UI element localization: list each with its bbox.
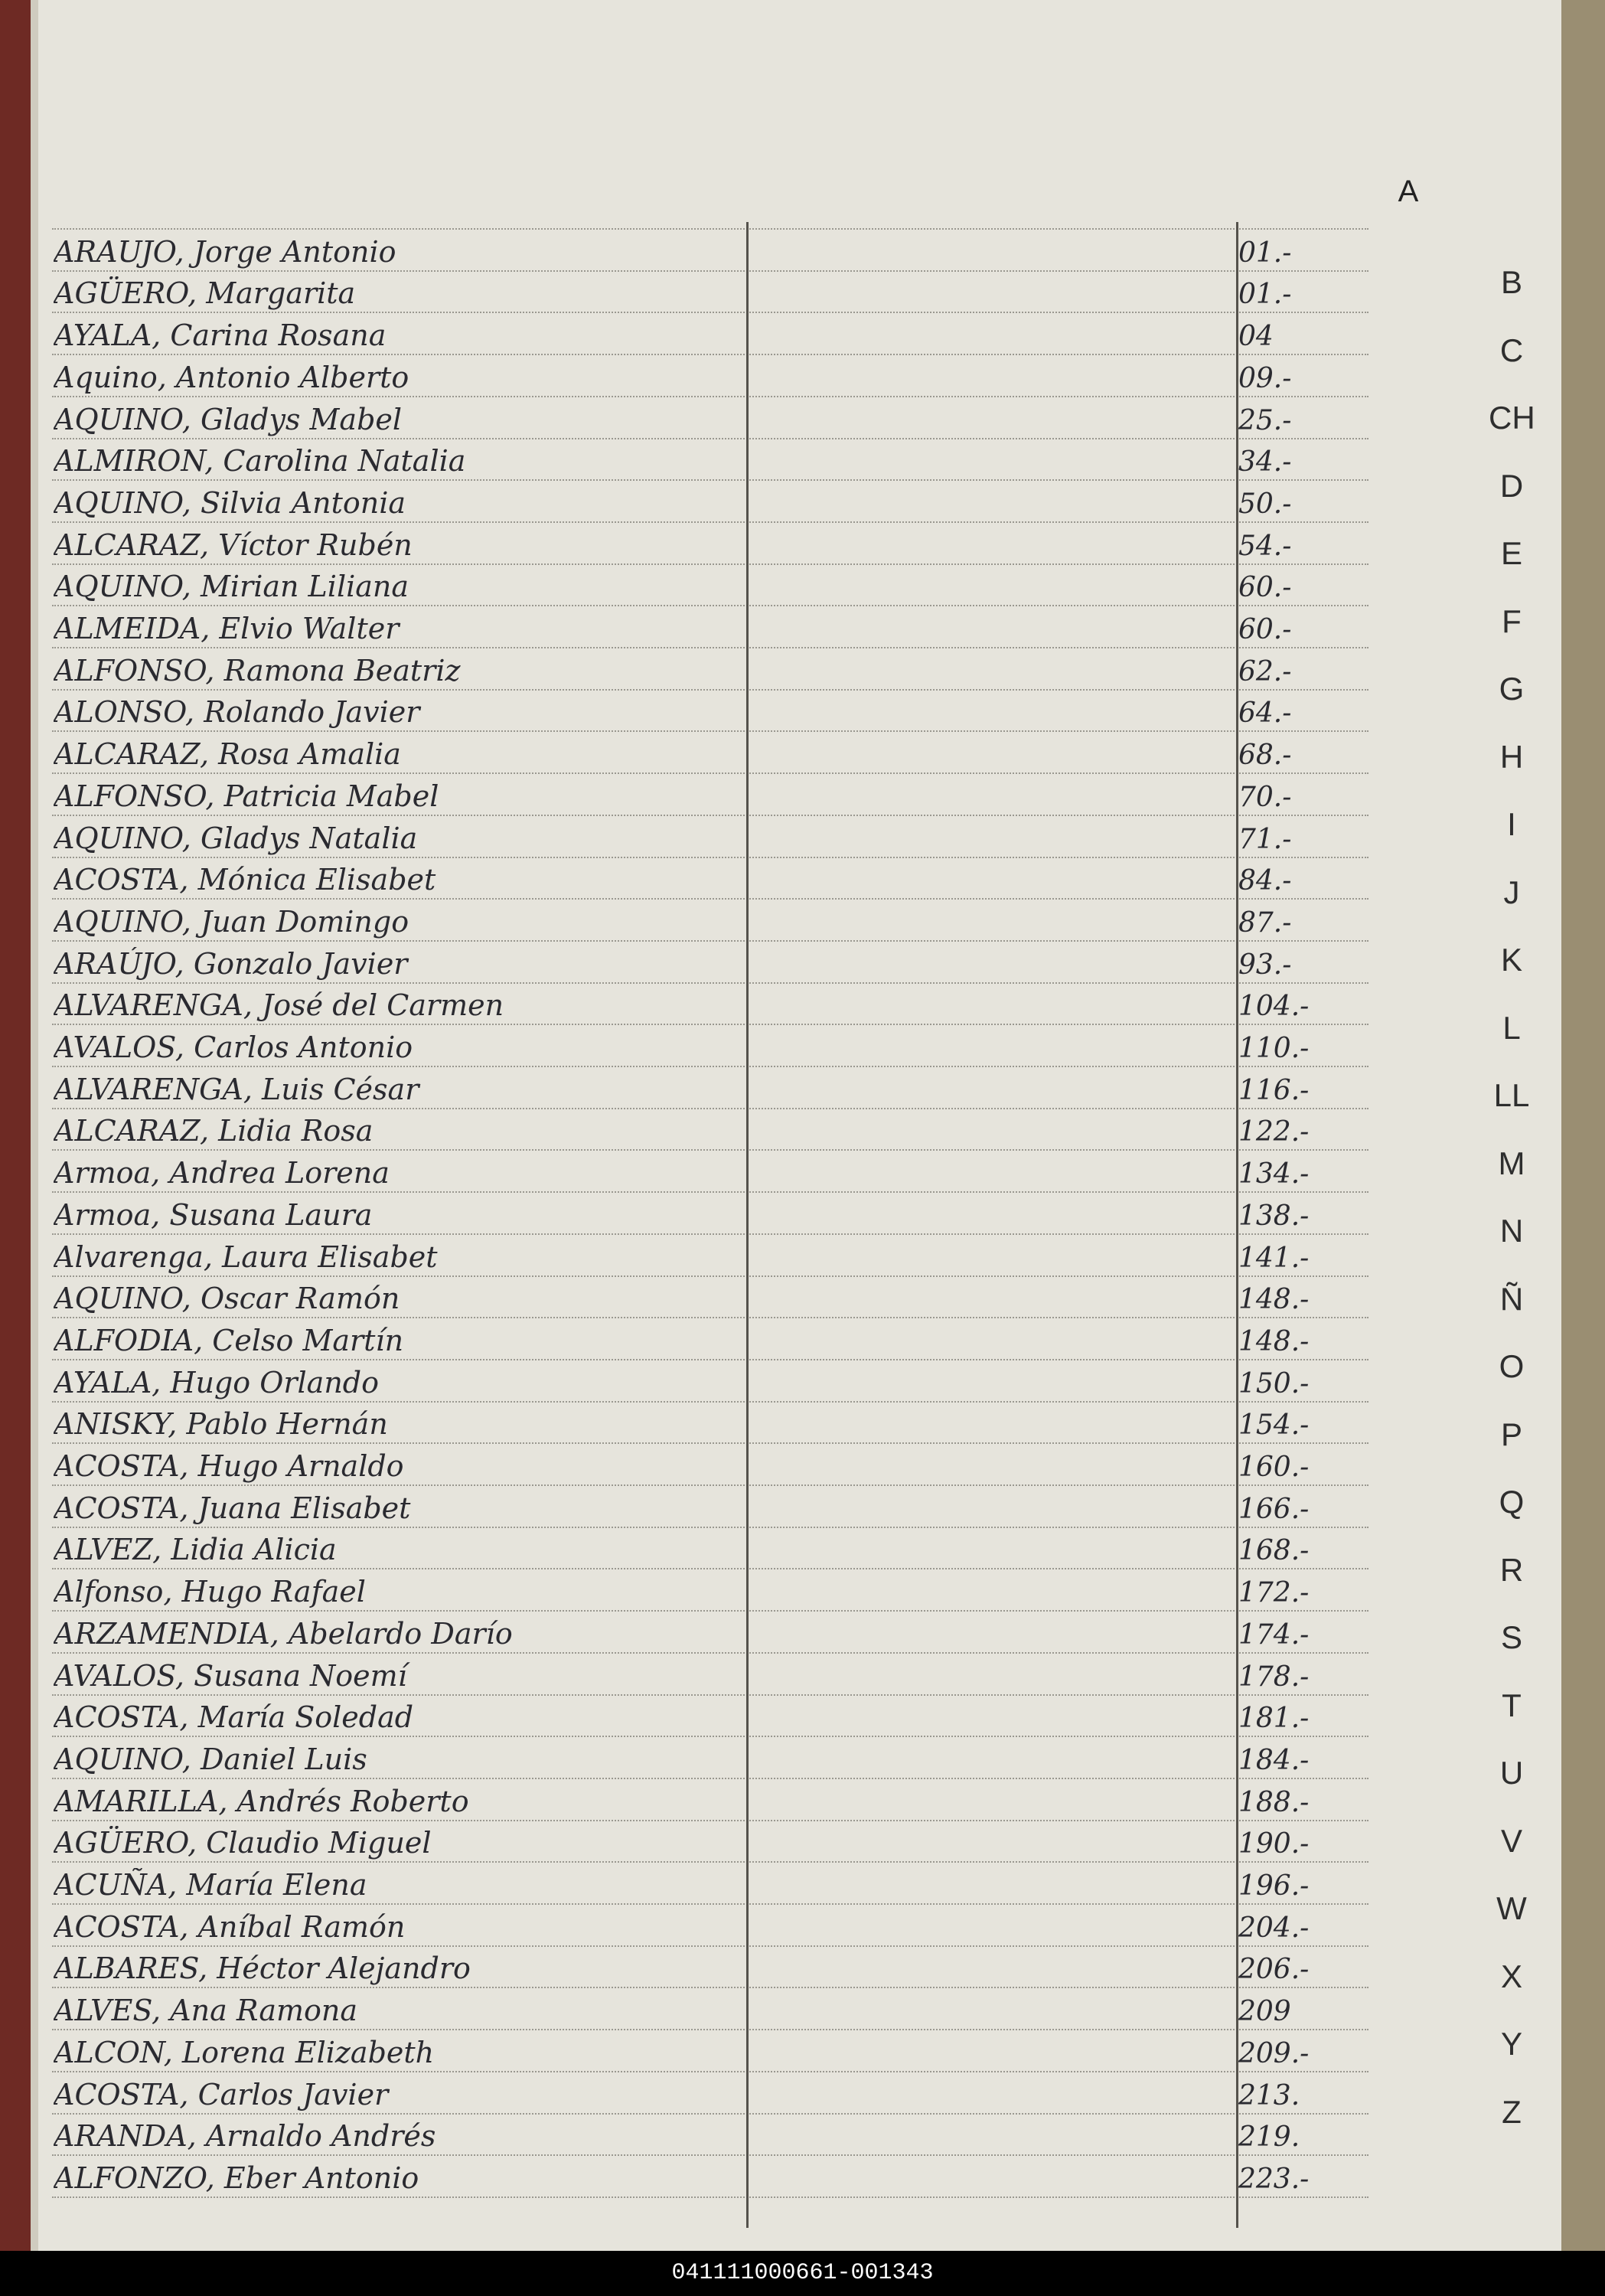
entry-page-number: 54.- — [1238, 531, 1292, 562]
index-entry-row — [54, 902, 1370, 940]
entry-name: ACOSTA, Hugo Arnaldo — [54, 1449, 404, 1483]
ruled-line — [52, 521, 1368, 523]
index-tab-letter[interactable]: Q — [1499, 1484, 1525, 1520]
entry-page-number: 93.- — [1238, 949, 1292, 981]
ruled-line — [52, 1903, 1368, 1905]
ruled-line — [52, 1861, 1368, 1863]
entry-page-number: 62.- — [1238, 656, 1292, 687]
entry-name: ALCARAZ, Víctor Rubén — [54, 528, 413, 562]
entry-page-number: 71.- — [1238, 824, 1292, 855]
entry-name: ALMEIDA, Elvio Walter — [54, 612, 400, 645]
entry-name: AQUINO, Silvia Antonia — [54, 486, 406, 520]
ruled-line — [52, 1191, 1368, 1193]
index-entry-row — [54, 232, 1370, 270]
entry-page-number: 206.- — [1238, 1954, 1310, 1985]
ruled-line — [52, 1778, 1368, 1779]
index-tab-letter[interactable]: F — [1502, 603, 1522, 639]
entry-name: Alfonso, Hugo Rafael — [54, 1575, 366, 1609]
ruled-line — [52, 1484, 1368, 1486]
index-tab-letter[interactable]: H — [1499, 739, 1524, 775]
entry-page-number: 60.- — [1238, 614, 1292, 645]
ruled-line — [52, 2029, 1368, 2030]
index-tab-letter[interactable]: Y — [1500, 2026, 1522, 2062]
entry-name: AQUINO, Mirian Liliana — [54, 570, 409, 603]
ruled-line — [52, 982, 1368, 984]
index-tab-letter[interactable]: L — [1502, 1010, 1521, 1046]
entry-name: ALFODIA, Celso Martín — [54, 1324, 404, 1357]
entry-name: ALONSO, Rolando Javier — [54, 695, 420, 729]
entry-page-number: 154.- — [1238, 1409, 1310, 1441]
entry-name: ACUÑA, María Elena — [54, 1868, 367, 1902]
index-tab-letter[interactable]: Z — [1502, 2094, 1522, 2130]
page-edge-right — [1561, 0, 1605, 2251]
entry-name: ACOSTA, Carlos Javier — [54, 2078, 389, 2111]
index-entry-row — [54, 1195, 1370, 1233]
entry-page-number: 172.- — [1238, 1577, 1310, 1609]
ruled-line — [52, 228, 1368, 230]
index-tab-letter[interactable]: M — [1498, 1145, 1525, 1181]
entry-name: ARAÚJO, Gonzalo Javier — [54, 947, 408, 981]
ruled-line — [52, 940, 1368, 942]
ruled-line — [52, 563, 1368, 565]
index-entry-row — [54, 609, 1370, 647]
entry-page-number: 150.- — [1238, 1368, 1310, 1399]
index-entry-row — [54, 358, 1370, 396]
entry-page-number: 60.- — [1238, 572, 1292, 603]
ruled-line — [52, 1610, 1368, 1612]
index-entry-row — [54, 483, 1370, 521]
page-gutter — [31, 0, 38, 2251]
entry-page-number: 213. — [1238, 2080, 1300, 2111]
ruled-line — [52, 2071, 1368, 2072]
ruled-line — [52, 1568, 1368, 1569]
entry-name: AVALOS, Carlos Antonio — [54, 1030, 413, 1064]
index-entry-row — [54, 567, 1370, 605]
index-entry-row — [54, 692, 1370, 730]
ruled-line — [52, 1359, 1368, 1360]
index-entry-row — [54, 1111, 1370, 1149]
ruled-line — [52, 2113, 1368, 2115]
entry-name: ACOSTA, Mónica Elisabet — [54, 863, 436, 897]
index-entry-row — [54, 1823, 1370, 1861]
entry-name: ALCON, Lorena Elizabeth — [54, 2036, 435, 2069]
entry-name: ACOSTA, Juana Elisabet — [54, 1491, 411, 1525]
ruled-line — [52, 2196, 1368, 2198]
entry-name: AQUINO, Juan Domingo — [54, 905, 409, 939]
entry-page-number: 25.- — [1238, 405, 1292, 436]
ruled-line — [52, 396, 1368, 397]
book-binding-left — [0, 0, 31, 2251]
entry-name: ARANDA, Arnaldo Andrés — [54, 2119, 436, 2153]
entry-page-number: 223.- — [1238, 2164, 1310, 2195]
ruled-line — [52, 1317, 1368, 1318]
entry-name: ARZAMENDIA, Abelardo Darío — [54, 1617, 513, 1651]
entry-page-number: 148.- — [1238, 1284, 1310, 1315]
index-entry-row — [54, 1572, 1370, 1610]
entry-name: AGÜERO, Margarita — [54, 276, 356, 310]
entry-name: AQUINO, Oscar Ramón — [54, 1282, 400, 1315]
index-tab-letter[interactable]: N — [1499, 1213, 1524, 1249]
index-tab-letter[interactable]: CH — [1489, 400, 1535, 436]
entry-page-number: 01.- — [1238, 279, 1292, 310]
entry-name: ALBARES, Héctor Alejandro — [54, 1951, 471, 1985]
ruled-line — [52, 1275, 1368, 1277]
index-tab-letter[interactable]: Ñ — [1499, 1281, 1524, 1317]
ruled-line — [52, 1149, 1368, 1151]
entry-page-number: 138.- — [1238, 1200, 1310, 1232]
ruled-line — [52, 1736, 1368, 1737]
entry-name: Aquino, Antonio Alberto — [54, 361, 409, 394]
index-entry-row — [54, 734, 1370, 772]
entry-page-number: 134.- — [1238, 1158, 1310, 1190]
entry-name: AGÜERO, Claudio Miguel — [54, 1826, 432, 1860]
entry-name: AQUINO, Daniel Luis — [54, 1742, 367, 1776]
ruled-line — [52, 2154, 1368, 2156]
entry-page-number: 50.- — [1238, 488, 1292, 520]
entry-name: ACOSTA, María Soledad — [54, 1700, 414, 1734]
index-entry-row — [54, 818, 1370, 857]
index-entry-row — [54, 2075, 1370, 2113]
index-tab-letter[interactable]: U — [1499, 1755, 1524, 1791]
entry-name: ALMIRON, Carolina Natalia — [54, 444, 466, 478]
entry-page-number: 68.- — [1238, 740, 1292, 771]
index-tab-letter[interactable]: S — [1500, 1619, 1522, 1655]
index-entry-row — [54, 1321, 1370, 1359]
entry-page-number: 87.- — [1238, 907, 1292, 939]
ruled-line — [52, 1108, 1368, 1109]
ruled-line — [52, 270, 1368, 272]
entry-name: ALFONSO, Ramona Beatriz — [54, 654, 461, 687]
index-entry-row — [54, 1237, 1370, 1275]
entry-name: AQUINO, Gladys Natalia — [54, 821, 418, 855]
entry-name: AMARILLA, Andrés Roberto — [54, 1785, 469, 1818]
entry-page-number: 34.- — [1238, 446, 1292, 478]
ruled-line — [52, 1987, 1368, 1988]
index-entry-row — [54, 1153, 1370, 1191]
index-entry-row — [54, 2158, 1370, 2196]
index-tab-letter[interactable]: LL — [1493, 1077, 1530, 1113]
index-entry-row — [54, 985, 1370, 1024]
index-entry-row — [54, 651, 1370, 689]
ruled-line — [52, 1066, 1368, 1067]
index-entry-row — [54, 2116, 1370, 2154]
entry-page-number: 141.- — [1238, 1243, 1310, 1274]
ruled-line — [52, 1527, 1368, 1528]
index-entry-row — [54, 1530, 1370, 1568]
index-tab-letter[interactable]: I — [1507, 806, 1516, 842]
entry-page-number: 70.- — [1238, 782, 1292, 813]
index-tab-letter[interactable]: R — [1499, 1552, 1524, 1588]
index-tab-letter[interactable]: C — [1499, 332, 1524, 368]
index-tab-letter[interactable]: D — [1499, 468, 1524, 504]
index-entry-row — [54, 525, 1370, 563]
ruled-line — [52, 479, 1368, 481]
section-letter: A — [1398, 175, 1419, 208]
entry-page-number: 64.- — [1238, 697, 1292, 729]
entry-page-number: 04 — [1238, 321, 1274, 352]
entry-name: ALVEZ, Lidia Alicia — [54, 1533, 337, 1566]
entry-name: AYALA, Hugo Orlando — [54, 1366, 380, 1399]
index-entry-row — [54, 1027, 1370, 1066]
entry-page-number: 84.- — [1238, 865, 1292, 897]
index-tab-letter[interactable]: B — [1500, 264, 1522, 300]
entry-name: AYALA, Carina Rosana — [54, 318, 387, 352]
entry-page-number: 209 — [1238, 1996, 1291, 2027]
entry-page-number: 188.- — [1238, 1787, 1310, 1818]
entry-name: AQUINO, Gladys Mabel — [54, 403, 403, 436]
index-tab-letter[interactable]: T — [1502, 1687, 1522, 1723]
entry-name: ANISKY, Pablo Hernán — [54, 1407, 388, 1441]
entry-page-number: 204.- — [1238, 1912, 1310, 1944]
ruled-line — [52, 898, 1368, 900]
index-entry-row — [54, 1991, 1370, 2029]
index-entry-row — [54, 273, 1370, 312]
ruled-line — [52, 772, 1368, 774]
entry-page-number: 190.- — [1238, 1828, 1310, 1860]
entry-page-number: 116.- — [1238, 1075, 1310, 1106]
entry-page-number: 166.- — [1238, 1494, 1310, 1525]
ruled-line — [52, 815, 1368, 816]
index-entry-row — [54, 1363, 1370, 1401]
index-entry-row — [54, 1070, 1370, 1108]
index-entry-row — [54, 944, 1370, 982]
ruled-line — [52, 1694, 1368, 1696]
index-entry-row — [54, 1404, 1370, 1442]
entry-name: ALCARAZ, Rosa Amalia — [54, 737, 401, 771]
index-entry-row — [54, 441, 1370, 479]
index-entry-row — [54, 1446, 1370, 1484]
entry-name: ALFONSO, Patricia Mabel — [54, 779, 439, 813]
entry-page-number: 148.- — [1238, 1326, 1310, 1357]
index-entry-row — [54, 1782, 1370, 1820]
entry-page-number: 104.- — [1238, 991, 1310, 1022]
entry-page-number: 181.- — [1238, 1703, 1310, 1734]
index-tab-letter[interactable]: W — [1496, 1890, 1527, 1926]
index-tab-letter[interactable]: G — [1499, 671, 1525, 707]
entry-name: Armoa, Andrea Lorena — [54, 1156, 390, 1190]
index-entry-row — [54, 1614, 1370, 1652]
entry-name: AVALOS, Susana Noemí — [54, 1659, 407, 1693]
index-tab-letter[interactable]: K — [1500, 942, 1522, 978]
ruled-line — [52, 1945, 1368, 1947]
ruled-line — [52, 438, 1368, 439]
index-entry-row — [54, 315, 1370, 354]
index-entry-row — [54, 400, 1370, 438]
entry-name: ACOSTA, Aníbal Ramón — [54, 1910, 406, 1944]
entry-page-number: 174.- — [1238, 1619, 1310, 1651]
index-entry-row — [54, 1279, 1370, 1317]
index-tab-letter[interactable]: X — [1500, 1958, 1522, 1994]
ruled-line — [52, 1233, 1368, 1235]
index-entry-row — [54, 1865, 1370, 1903]
ruled-line — [52, 647, 1368, 648]
entry-page-number: 122.- — [1238, 1116, 1310, 1148]
index-tab-letter[interactable]: J — [1503, 874, 1520, 910]
entry-name: ALVARENGA, Luis César — [54, 1073, 419, 1106]
entry-page-number: 209.- — [1238, 2038, 1310, 2069]
ruled-line — [52, 354, 1368, 355]
ruled-line — [52, 1652, 1368, 1654]
entry-page-number: 184.- — [1238, 1745, 1310, 1776]
ruled-line — [52, 857, 1368, 858]
ruled-line — [52, 1820, 1368, 1821]
ruled-line — [52, 1401, 1368, 1403]
index-entry-row — [54, 860, 1370, 898]
entry-page-number: 01.- — [1238, 237, 1292, 269]
index-tab-letter[interactable]: P — [1500, 1416, 1522, 1452]
entry-name: ALVARENGA, José del Carmen — [54, 988, 504, 1022]
scan-footer-code: 041111000661-001343 — [0, 2251, 1605, 2296]
index-entry-row — [54, 776, 1370, 815]
index-tab-letter[interactable]: O — [1499, 1348, 1525, 1384]
entry-name: ALCARAZ, Lidia Rosa — [54, 1114, 374, 1148]
entry-name: Armoa, Susana Laura — [54, 1198, 373, 1232]
index-tab-letter[interactable]: E — [1500, 535, 1522, 571]
index-entry-row — [54, 2033, 1370, 2071]
ruled-line — [52, 1024, 1368, 1025]
entry-name: ALFONZO, Eber Antonio — [54, 2161, 419, 2195]
index-entry-row — [54, 1656, 1370, 1694]
entry-name: ALVES, Ana Ramona — [54, 1994, 358, 2027]
entry-page-number: 09.- — [1238, 363, 1292, 394]
entry-page-number: 196.- — [1238, 1870, 1310, 1902]
index-entry-row — [54, 1907, 1370, 1945]
ruled-line — [52, 689, 1368, 691]
index-entry-row — [54, 1488, 1370, 1527]
entry-name: Alvarenga, Laura Elisabet — [54, 1240, 438, 1274]
entry-page-number: 110.- — [1238, 1033, 1310, 1064]
ruled-line — [52, 1442, 1368, 1444]
ruled-line — [52, 730, 1368, 732]
index-entry-row — [54, 1948, 1370, 1987]
ruled-line — [52, 605, 1368, 606]
entry-page-number: 219. — [1238, 2121, 1300, 2153]
index-tab-letter[interactable]: V — [1500, 1823, 1522, 1859]
entry-page-number: 178.- — [1238, 1661, 1310, 1693]
entry-page-number: 168.- — [1238, 1535, 1310, 1566]
index-entry-row — [54, 1697, 1370, 1736]
entry-page-number: 160.- — [1238, 1452, 1310, 1483]
index-entry-row — [54, 1739, 1370, 1778]
entry-name: ARAUJO, Jorge Antonio — [54, 235, 396, 269]
ruled-line — [52, 312, 1368, 313]
